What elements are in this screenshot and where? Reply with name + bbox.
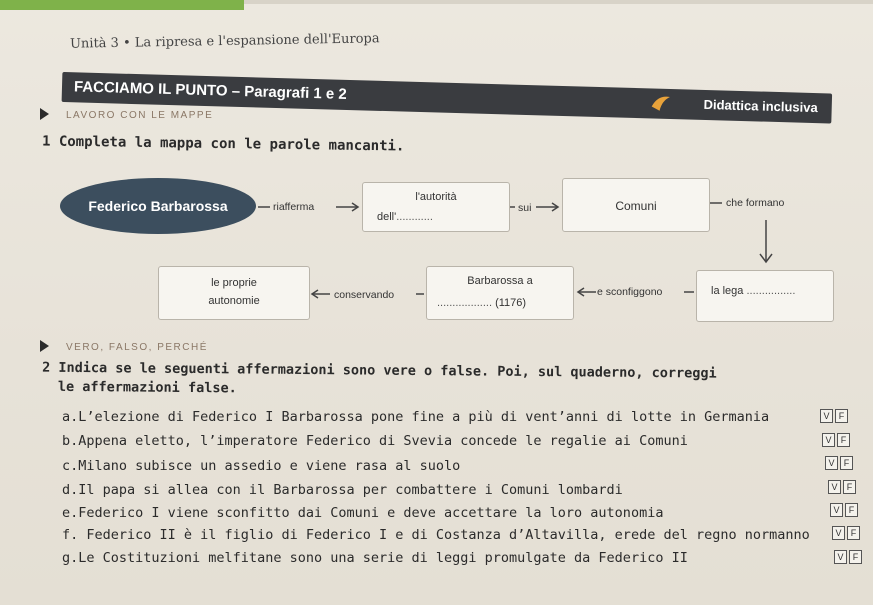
vf-checkbox-b[interactable] (822, 433, 850, 447)
v-box[interactable]: V (830, 503, 843, 517)
statement-c: c.Milano subisce un assedio e viene rasa al suolo (62, 458, 461, 474)
question-1: 1 Completa la mappa con le parole mancanti. (41, 133, 405, 155)
f-box[interactable]: F (837, 433, 850, 447)
v-box[interactable]: V (825, 456, 838, 470)
vf-checkbox-d[interactable] (828, 480, 856, 494)
banner-didattica: Didattica inclusiva (703, 96, 818, 116)
v-box[interactable]: V (828, 480, 841, 494)
statement-a: a.L’elezione di Federico I Barbarossa pone fine a più di vent’anni di lotte in Germania (62, 409, 770, 425)
v-box[interactable]: V (820, 409, 833, 423)
f-box[interactable]: F (847, 526, 860, 540)
map-box-autorita (362, 182, 510, 232)
unit-title: Unità 3 • La ripresa e l'espansione dell'Europa (69, 31, 380, 52)
map-autonomie-line2: autonomie (208, 295, 260, 307)
map-autonomie-line1: le proprie (211, 277, 257, 289)
f-box[interactable]: F (843, 480, 856, 494)
section-heading-maps: LAVORO CON LE MAPPE (66, 110, 214, 121)
map-conservando: conservando (334, 289, 395, 301)
v-box[interactable]: V (834, 550, 847, 564)
vf-checkbox-c[interactable] (825, 456, 853, 470)
map-autorita-line2: dell' (377, 211, 397, 223)
vf-checkbox-g[interactable] (834, 550, 862, 564)
vf-checkbox-f[interactable] (832, 526, 860, 540)
f-box[interactable]: F (835, 409, 848, 423)
statement-e: e.Federico I viene sconfitto dai Comuni e deve accettare la loro autonomia (62, 505, 664, 521)
f-box[interactable]: F (845, 503, 858, 517)
map-autorita-line1: l'autorità (415, 191, 457, 203)
v-box[interactable]: V (832, 526, 845, 540)
vf-checkbox-a[interactable] (820, 409, 848, 423)
map-la-lega-blank: ................ (746, 285, 796, 297)
map-barbarossa-blank: .................. (437, 297, 493, 309)
map-box-autonomie (158, 266, 310, 320)
map-box-barbarossa (426, 266, 574, 320)
v-box[interactable]: V (822, 433, 835, 447)
map-box-comuni (562, 178, 710, 232)
map-barbarossa-line1: Barbarossa a (467, 275, 533, 287)
map-barbarossa-year: (1176) (495, 297, 527, 309)
statement-b: b.Appena eletto, l’imperatore Federico di Svevia concede le regalie ai Comuni (62, 433, 688, 449)
section-marker-icon (40, 340, 49, 352)
map-oval-federico: Federico Barbarossa (60, 178, 256, 234)
map-comuni: Comuni (615, 199, 657, 213)
map-che-formano: che formano (726, 197, 785, 209)
map-box-lega (696, 270, 834, 322)
section-heading-vero-falso: VERO, FALSO, PERCHÉ (66, 342, 208, 353)
banner-title: FACCIAMO IL PUNTO – Paragrafi 1 e 2 (73, 78, 347, 103)
statement-d: d.Il papa si allea con il Barbarossa per combattere i Comuni lombardi (62, 482, 623, 498)
map-la-lega: la lega (711, 285, 744, 297)
f-box[interactable]: F (840, 456, 853, 470)
statement-g: g.Le Costituzioni melfitane sono una serie di leggi promulgate da Federico II (62, 550, 688, 566)
statement-f: f. Federico II è il figlio di Federico I e di Costanza d’Altavilla, erede del regno normanno (62, 527, 810, 543)
map-sconfiggono: e sconfiggono (597, 286, 663, 298)
map-riafferma: riafferma (273, 201, 315, 213)
question-2-line2: le affermazioni false. (57, 378, 237, 397)
map-sui: sui (518, 202, 532, 214)
question-2 (42, 359, 802, 404)
map-autorita-blank: ............ (396, 211, 433, 223)
question-2-line1: 2 Indica se le seguenti affermazioni sono vere o false. Poi, sul quaderno, correggi (42, 359, 717, 382)
vf-checkbox-e[interactable] (830, 503, 858, 517)
f-box[interactable]: F (849, 550, 862, 564)
